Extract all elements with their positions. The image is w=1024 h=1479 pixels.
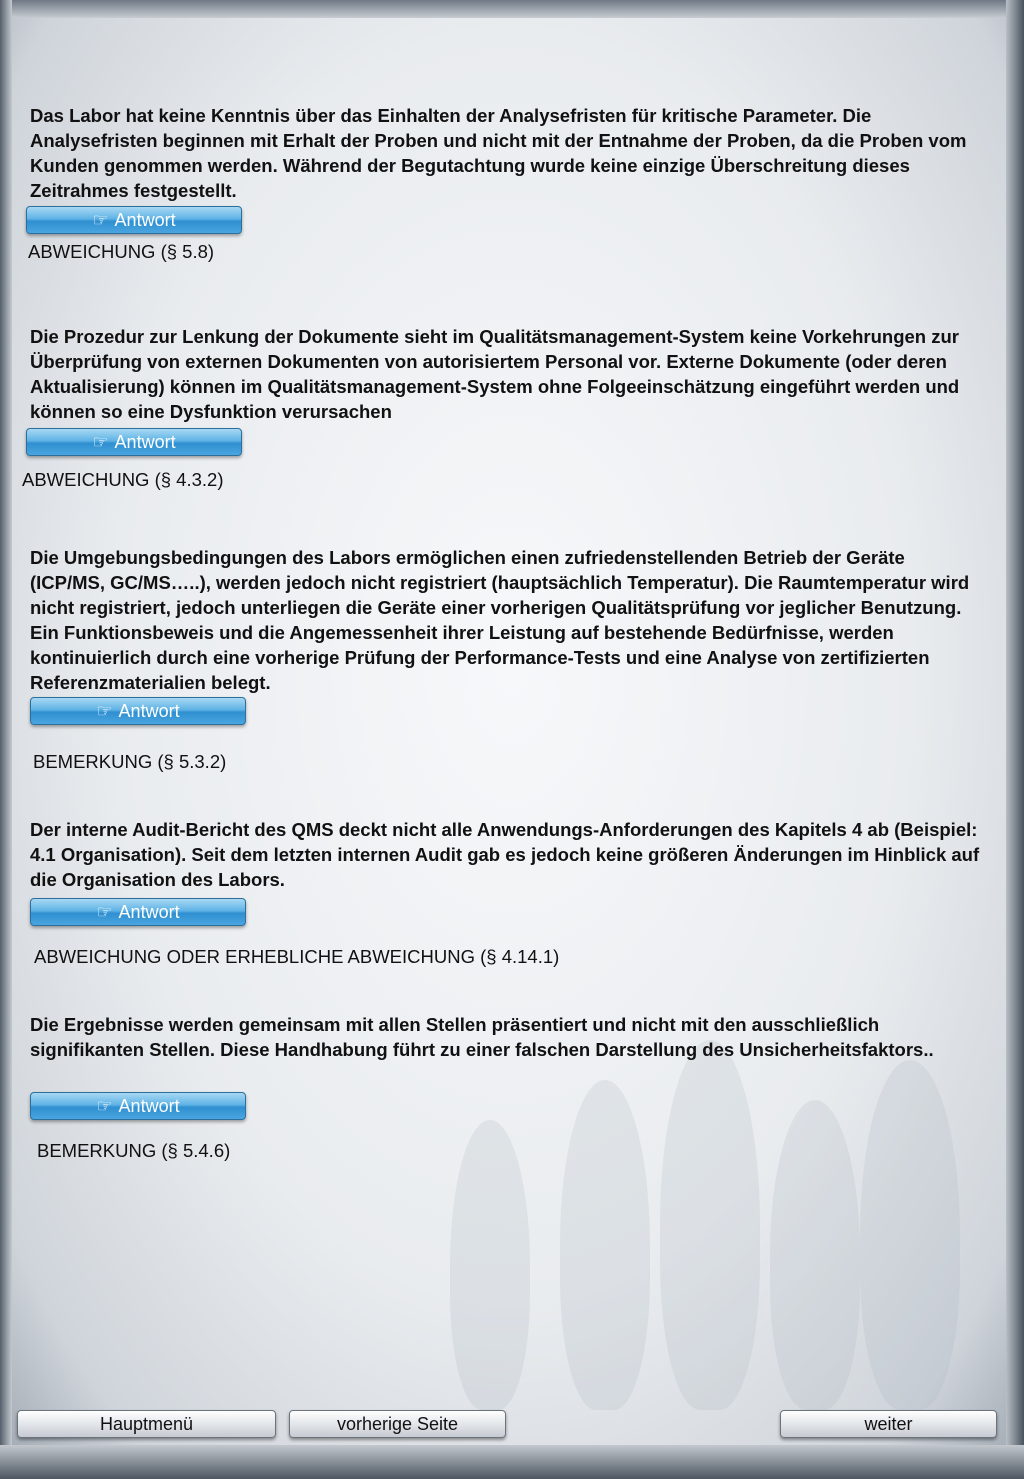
answer-button[interactable] [26, 428, 242, 456]
answer-verdict: BEMERKUNG (§ 5.4.6) [37, 1140, 231, 1161]
finding-text: Die Umgebungsbedingungen des Labors ermöglichen einen zufriedenstellenden Betrieb der Geräte (ICP/MS, GC/MS…..), werden jedoch nicht registriert (hauptsächlich Temperatur). Die Raumtemperatur wird nicht registriert, jedoch unterliegen die Geräte einer vorherigen Qualitätsprüfung vor jeglicher Benutzung. Ein Funktionsbeweis und die Angemessenheit ihrer Leistung auf bestehende Bedürfnisse, werden kontinuierlich durch eine vorherige Prüfung der Performance-Tests und eine Analyse von zertifizierten Referenzmaterialien belegt. [30, 547, 970, 693]
window-frame-left [0, 0, 12, 1479]
answer-button-label: Antwort [118, 701, 180, 721]
background-figure [860, 1060, 960, 1410]
answer-button-label: Antwort [118, 902, 180, 922]
answer-verdict: ABWEICHUNG (§ 4.3.2) [22, 469, 224, 490]
main-menu-button[interactable]: Hauptmenü [17, 1410, 276, 1438]
previous-page-button[interactable]: vorherige Seite [289, 1410, 506, 1438]
pointing-hand-icon: ☞ [96, 1096, 113, 1116]
background-figure [560, 1080, 650, 1410]
background-figure [660, 1040, 760, 1410]
finding-text: Die Ergebnisse werden gemeinsam mit allen Stellen präsentiert und nicht mit den ausschließlich signifikanten Stellen. Diese Handhabung führt zu einer falschen Darstellung des Unsicherheitsfaktors.. [30, 1014, 934, 1060]
answer-button[interactable] [30, 1092, 246, 1120]
finding-text: Die Prozedur zur Lenkung der Dokumente sieht im Qualitätsmanagement-System keine Vorkehrungen zur Überprüfung von externen Dokumenten von autorisiertem Personal vor. Externe Dokumente (oder deren Aktualisierung) können im Qualitätsmanagement-System ohne Folgeeinschätzung eingeführt werden und können so eine Dysfunktion verursachen [30, 326, 960, 422]
pointing-hand-icon: ☞ [96, 902, 113, 922]
answer-button[interactable] [30, 898, 246, 926]
finding-text: Das Labor hat keine Kenntnis über das Einhalten der Analysefristen für kritische Parameter. Die Analysefristen beginnen mit Erhalt der Proben und nicht mit der Entnahme der Proben, da die Proben vom Kunden genommen werden. Während der Begutachtung wurde keine einzige Überschreitung dieses Zeitrahmes festgestellt. [30, 105, 967, 201]
pointing-hand-icon: ☞ [96, 701, 113, 721]
answer-verdict: ABWEICHUNG (§ 5.8) [28, 241, 215, 262]
pointing-hand-icon: ☞ [92, 432, 109, 452]
window-frame-right [1006, 0, 1024, 1479]
next-button[interactable]: weiter [780, 1410, 997, 1438]
answer-verdict: BEMERKUNG (§ 5.3.2) [33, 751, 227, 772]
finding-text: Der interne Audit-Bericht des QMS deckt nicht alle Anwendungs-Anforderungen des Kapitels 4 ab (Beispiel: 4.1 Organisation). Seit dem letzten internen Audit gab es jedoch keine größeren Änderungen im Hinblick auf die Organisation des Labors. [30, 819, 980, 890]
answer-button-label: Antwort [118, 1096, 180, 1116]
background-figure [770, 1100, 860, 1410]
answer-button[interactable] [30, 697, 246, 725]
background-figure [450, 1120, 530, 1410]
window-frame-top [0, 0, 1024, 18]
answer-verdict: ABWEICHUNG ODER ERHEBLICHE ABWEICHUNG (§ 4.14.1) [34, 946, 560, 967]
answer-button[interactable] [26, 206, 242, 234]
window-frame-bottom [0, 1445, 1024, 1479]
pointing-hand-icon: ☞ [92, 210, 109, 230]
answer-button-label: Antwort [114, 432, 176, 452]
answer-button-label: Antwort [114, 210, 176, 230]
